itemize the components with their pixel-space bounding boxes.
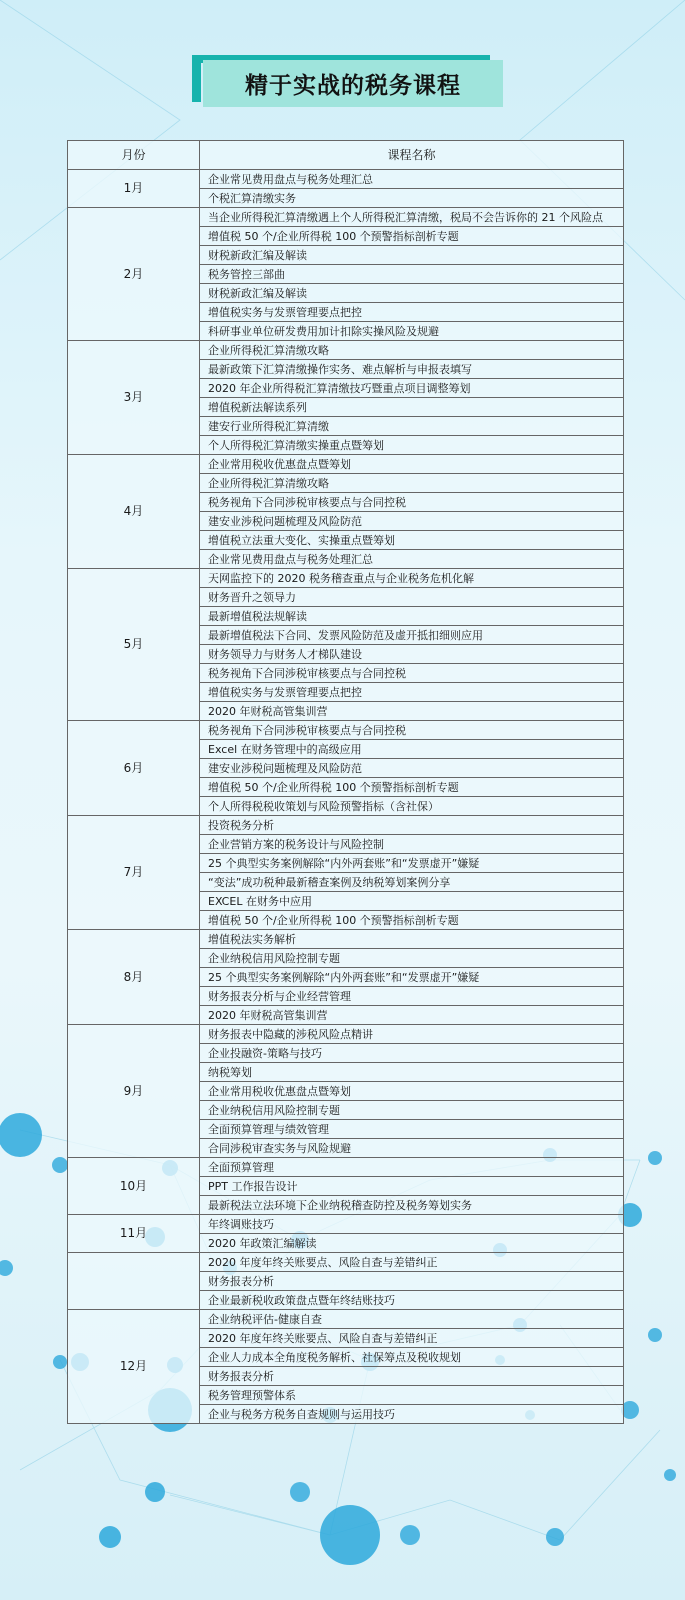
month-cell: 12月: [68, 1310, 200, 1424]
month-cell: 9月: [68, 1025, 200, 1158]
course-name-cell: 增值税 50 个/企业所得税 100 个预警指标剖析专题: [200, 911, 624, 930]
header-month: 月份: [68, 141, 200, 170]
course-name-cell: 2020 年财税高管集训营: [200, 702, 624, 721]
course-name-cell: 天网监控下的 2020 税务稽查重点与企业税务危机化解: [200, 569, 624, 588]
table-row: [68, 208, 624, 227]
course-name-cell: 增值税法实务解析: [200, 930, 624, 949]
course-name-cell: 税务管控三部曲: [200, 265, 624, 284]
page-title: 精于实战的税务课程: [203, 60, 503, 107]
table-row: [68, 1253, 624, 1272]
course-name-cell: 投资税务分析: [200, 816, 624, 835]
course-name-cell: 企业营销方案的税务设计与风险控制: [200, 835, 624, 854]
title-accent-side: [192, 55, 201, 102]
course-name-cell: 财务报表分析与企业经营管理: [200, 987, 624, 1006]
month-cell: 7月: [68, 816, 200, 930]
course-name-cell: 2020 年财税高管集训营: [200, 1006, 624, 1025]
course-name-cell: 财务报表中隐藏的涉税风险点精讲: [200, 1025, 624, 1044]
course-name-cell: 全面预算管理: [200, 1158, 624, 1177]
course-name-cell: 企业所得税汇算清缴攻略: [200, 474, 624, 493]
course-name-cell: 税务视角下合同涉税审核要点与合同控税: [200, 664, 624, 683]
course-name-cell: 最新增值税法规解读: [200, 607, 624, 626]
table-row: [68, 455, 624, 474]
table-row: [68, 721, 624, 740]
course-name-cell: 企业纳税评估-健康自查: [200, 1310, 624, 1329]
course-name-cell: 企业纳税信用风险控制专题: [200, 1101, 624, 1120]
course-name-cell: 企业常用税收优惠盘点暨筹划: [200, 1082, 624, 1101]
course-name-cell: 增值税实务与发票管理要点把控: [200, 303, 624, 322]
course-name-cell: 科研事业单位研发费用加计扣除实操风险及规避: [200, 322, 624, 341]
course-name-cell: 财务领导力与财务人才梯队建设: [200, 645, 624, 664]
table-row: [68, 816, 624, 835]
month-cell: 8月: [68, 930, 200, 1025]
month-cell: 10月: [68, 1158, 200, 1215]
table-row: [68, 1025, 624, 1044]
course-name-cell: 25 个典型实务案例解除“内外两套账”和“发票虚开”嫌疑: [200, 854, 624, 873]
course-name-cell: 2020 年度年终关账要点、风险自查与差错纠正: [200, 1329, 624, 1348]
course-name-cell: 合同涉税审查实务与风险规避: [200, 1139, 624, 1158]
course-name-cell: 增值税实务与发票管理要点把控: [200, 683, 624, 702]
table-row: [68, 1310, 624, 1329]
course-name-cell: 建安业涉税问题梳理及风险防范: [200, 759, 624, 778]
course-name-cell: 企业纳税信用风险控制专题: [200, 949, 624, 968]
month-cell: 3月: [68, 341, 200, 455]
course-name-cell: 企业投融资-策略与技巧: [200, 1044, 624, 1063]
course-name-cell: 建安行业所得税汇算清缴: [200, 417, 624, 436]
course-name-cell: 财务报表分析: [200, 1272, 624, 1291]
header-course: 课程名称: [200, 141, 624, 170]
month-cell: 11月: [68, 1215, 200, 1253]
course-name-cell: “变法”成功税种最新稽查案例及纳税筹划案例分享: [200, 873, 624, 892]
course-name-cell: 企业常用税收优惠盘点暨筹划: [200, 455, 624, 474]
course-name-cell: 个人所得税汇算清缴实操重点暨筹划: [200, 436, 624, 455]
course-name-cell: 25 个典型实务案例解除“内外两套账”和“发票虚开”嫌疑: [200, 968, 624, 987]
course-name-cell: 增值税新法解读系列: [200, 398, 624, 417]
course-name-cell: 个税汇算清缴实务: [200, 189, 624, 208]
course-name-cell: 企业与税务方税务自查规则与运用技巧: [200, 1405, 624, 1424]
course-name-cell: 财务报表分析: [200, 1367, 624, 1386]
course-name-cell: 2020 年度年终关账要点、风险自查与差错纠正: [200, 1253, 624, 1272]
month-cell: 1月: [68, 170, 200, 208]
month-cell: [68, 1253, 200, 1310]
course-name-cell: 增值税立法重大变化、实操重点暨筹划: [200, 531, 624, 550]
course-name-cell: 增值税 50 个/企业所得税 100 个预警指标剖析专题: [200, 227, 624, 246]
course-name-cell: 建安业涉税问题梳理及风险防范: [200, 512, 624, 531]
course-name-cell: 企业所得税汇算清缴攻略: [200, 341, 624, 360]
course-name-cell: 最新政策下汇算清缴操作实务、难点解析与申报表填写: [200, 360, 624, 379]
course-name-cell: 财税新政汇编及解读: [200, 284, 624, 303]
course-name-cell: 企业常见费用盘点与税务处理汇总: [200, 550, 624, 569]
table-row: [68, 1215, 624, 1234]
course-name-cell: 2020 年政策汇编解读: [200, 1234, 624, 1253]
course-name-cell: 全面预算管理与绩效管理: [200, 1120, 624, 1139]
course-name-cell: 当企业所得税汇算清缴遇上个人所得税汇算清缴，税局不会告诉你的 21 个风险点: [200, 208, 624, 227]
course-name-cell: 企业最新税收政策盘点暨年终结账技巧: [200, 1291, 624, 1310]
course-name-cell: Excel 在财务管理中的高级应用: [200, 740, 624, 759]
course-name-cell: 增值税 50 个/企业所得税 100 个预警指标剖析专题: [200, 778, 624, 797]
title-banner: [0, 50, 685, 120]
course-name-cell: 年终调账技巧: [200, 1215, 624, 1234]
course-name-cell: EXCEL 在财务中应用: [200, 892, 624, 911]
month-cell: 4月: [68, 455, 200, 569]
course-name-cell: 税务管理预警体系: [200, 1386, 624, 1405]
course-name-cell: 财税新政汇编及解读: [200, 246, 624, 265]
month-cell: 6月: [68, 721, 200, 816]
course-name-cell: 财务晋升之领导力: [200, 588, 624, 607]
course-name-cell: 纳税筹划: [200, 1063, 624, 1082]
month-cell: 5月: [68, 569, 200, 721]
course-table: [67, 140, 624, 1424]
course-name-cell: PPT 工作报告设计: [200, 1177, 624, 1196]
table-row: [68, 930, 624, 949]
table-row: [68, 170, 624, 189]
month-cell: 2月: [68, 208, 200, 341]
course-name-cell: 企业人力成本全角度税务解析、社保筹点及税收规划: [200, 1348, 624, 1367]
table-row: [68, 569, 624, 588]
course-name-cell: 税务视角下合同涉税审核要点与合同控税: [200, 721, 624, 740]
course-name-cell: 2020 年企业所得税汇算清缴技巧暨重点项目调整筹划: [200, 379, 624, 398]
course-name-cell: 企业常见费用盘点与税务处理汇总: [200, 170, 624, 189]
table-row: [68, 1158, 624, 1177]
course-name-cell: 最新增值税法下合同、发票风险防范及虚开抵扣细则应用: [200, 626, 624, 645]
table-body: [68, 170, 624, 1424]
course-name-cell: 最新税法立法环境下企业纳税稽查防控及税务筹划实务: [200, 1196, 624, 1215]
table-header-row: [68, 141, 624, 170]
table-row: [68, 341, 624, 360]
course-name-cell: 个人所得税税收策划与风险预警指标（含社保）: [200, 797, 624, 816]
course-name-cell: 税务视角下合同涉税审核要点与合同控税: [200, 493, 624, 512]
